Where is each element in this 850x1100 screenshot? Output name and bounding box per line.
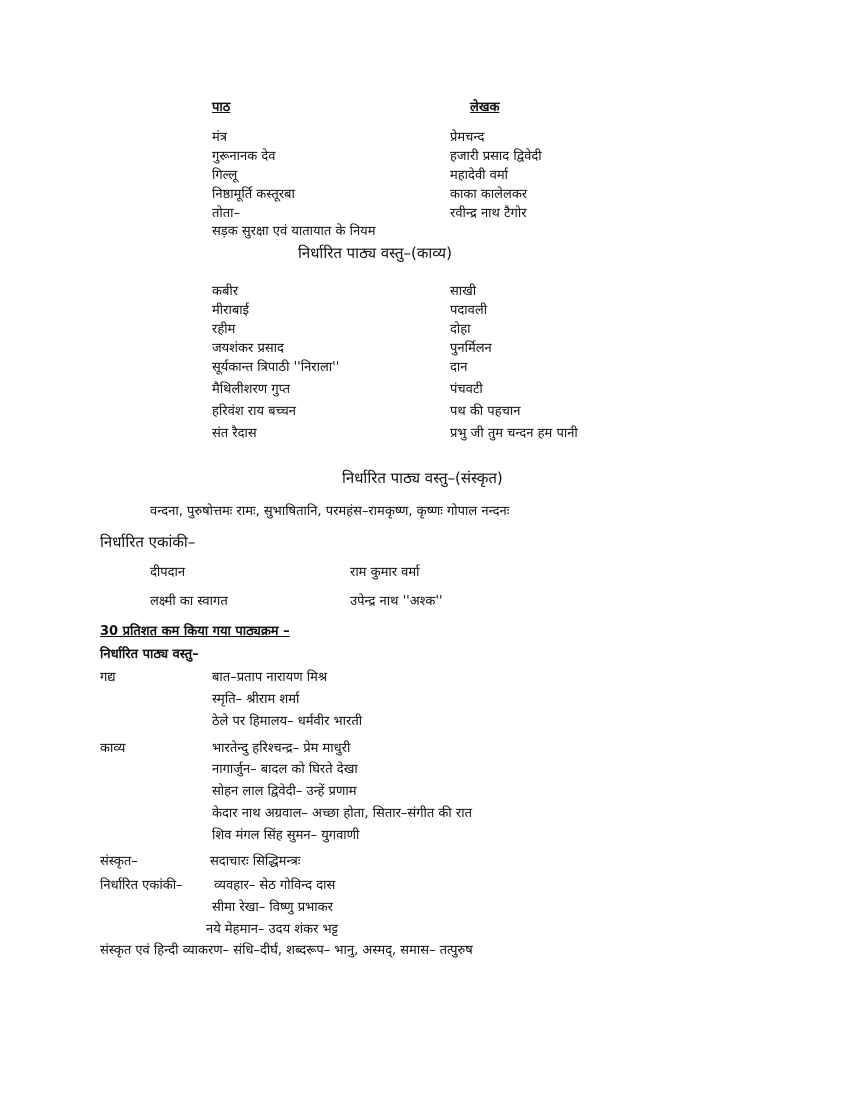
ekanki-label: निर्धारित एकांकी– bbox=[100, 878, 183, 893]
poem-title: पदावली bbox=[450, 303, 488, 318]
lesson-author: रवीन्द्र नाथ टैगोर bbox=[450, 206, 527, 221]
poem-title: पुनर्मिलन bbox=[450, 341, 492, 356]
ekanki-author: उपेन्द्र नाथ ''अश्क'' bbox=[350, 594, 443, 609]
kavya-item: नागार्जुन– बादल को घिरते देखा bbox=[212, 762, 358, 777]
poet-name: रहीम bbox=[212, 322, 236, 337]
sanskrit-heading: निर्धारित पाठ्य वस्तु–(संस्कृत) bbox=[342, 469, 503, 487]
poem-title: प्रभु जी तुम चन्दन हम पानी bbox=[450, 426, 578, 441]
poem-title: पथ की पहचान bbox=[450, 404, 521, 419]
kavya-item: भारतेन्दु हरिश्चन्द्र– प्रेम माधुरी bbox=[212, 741, 351, 756]
poem-title: पंचवटी bbox=[450, 382, 483, 397]
poem-title: साखी bbox=[450, 284, 477, 299]
poet-name: सूर्यकान्त त्रिपाठी ''निराला'' bbox=[212, 360, 340, 375]
gadya-item: बात–प्रताप नारायण मिश्र bbox=[212, 670, 328, 685]
ekanki-author: राम कुमार वर्मा bbox=[350, 565, 420, 580]
lesson-title: सड़क सुरक्षा एवं यातायात के नियम bbox=[212, 224, 376, 239]
lesson-author: महादेवी वर्मा bbox=[450, 168, 509, 183]
lesson-title: तोता– bbox=[212, 206, 241, 221]
lesson-title: गिल्लू bbox=[212, 168, 238, 183]
poet-name: हरिवंश राय बच्चन bbox=[212, 404, 296, 419]
lesson-title: गुरूनानक देव bbox=[212, 149, 276, 164]
kavya-label: काव्य bbox=[100, 741, 126, 756]
poetry-heading: निर्धारित पाठ्य वस्तु–(काव्य) bbox=[298, 244, 452, 262]
lesson-title: मंत्र bbox=[212, 130, 227, 145]
poet-name: मैथिलीशरण गुप्त bbox=[212, 382, 291, 397]
poet-name: कबीर bbox=[212, 284, 239, 299]
lesson-author: प्रेमचन्द bbox=[450, 130, 485, 145]
reduced-syllabus-subheading: निर्धारित पाठ्य वस्तु– bbox=[100, 647, 199, 662]
sanskrit-label: संस्कृत– bbox=[100, 854, 138, 869]
ekanki-reduced-item: व्यवहार– सेठ गोविन्द दास bbox=[214, 878, 336, 893]
gadya-item: स्मृति– श्रीराम शर्मा bbox=[212, 692, 300, 707]
lesson-author: हजारी प्रसाद द्विवेदी bbox=[450, 149, 542, 164]
kavya-item: शिव मंगल सिंह सुमन– युगवाणी bbox=[212, 828, 360, 843]
lesson-title: निष्ठामूर्ति कस्तूरबा bbox=[212, 187, 295, 202]
poet-name: संत रैदास bbox=[212, 426, 257, 441]
ekanki-title: दीपदान bbox=[150, 565, 186, 580]
column-header-lesson: पाठ bbox=[212, 100, 231, 115]
sanskrit-lessons: वन्दना, पुरुषोत्तमः रामः, सुभाषितानि, परमहंस–रामकृष्ण, कृष्णः गोपाल नन्दनः bbox=[150, 504, 510, 519]
ekanki-reduced-item: सीमा रेखा– विष्णु प्रभाकर bbox=[212, 900, 333, 915]
poet-name: जयशंकर प्रसाद bbox=[212, 341, 284, 356]
lesson-author: काका कालेलकर bbox=[450, 187, 528, 202]
column-header-author: लेखक bbox=[470, 100, 500, 115]
poem-title: दान bbox=[450, 360, 468, 375]
grammar-line: संस्कृत एवं हिन्दी व्याकरण– संधि–दीर्घ, शब्दरूप– भानु, अस्मद्, समास– तत्पुरुष bbox=[100, 943, 473, 958]
gadya-item: ठेले पर हिमालय– धर्मवीर भारती bbox=[212, 714, 363, 729]
kavya-item: केदार नाथ अग्रवाल– अच्छा होता, सितार–संगीत की रात bbox=[212, 806, 473, 821]
ekanki-reduced-item: नये मेहमान– उदय शंकर भट्ट bbox=[206, 922, 339, 937]
reduced-syllabus-heading: 30 प्रतिशत कम किया गया पाठ्यक्रम – bbox=[100, 624, 290, 639]
poet-name: मीराबाई bbox=[212, 303, 249, 318]
ekanki-title: लक्ष्मी का स्वागत bbox=[150, 594, 228, 609]
sanskrit-reduced-item: सदाचारः सिद्धिमन्त्रः bbox=[210, 854, 301, 869]
poem-title: दोहा bbox=[450, 322, 471, 337]
gadya-label: गद्य bbox=[100, 670, 116, 685]
ekanki-heading: निर्धारित एकांकी– bbox=[100, 533, 196, 551]
kavya-item: सोहन लाल द्विवेदी– उन्हें प्रणाम bbox=[212, 784, 357, 799]
